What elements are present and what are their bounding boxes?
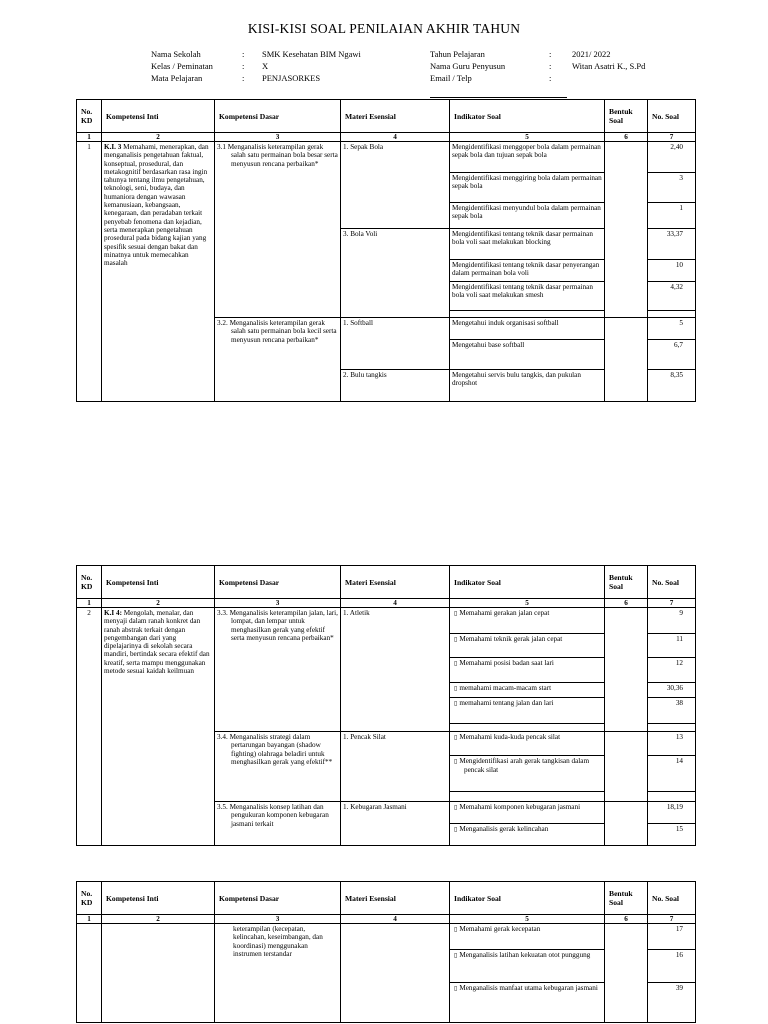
- col-number: 1: [77, 915, 102, 924]
- no-soal-cell: [648, 724, 696, 732]
- header-no-kd: No. KD: [77, 100, 102, 133]
- guru-value: Witan Asatri K., S.Pd: [572, 61, 646, 71]
- no-soal-cell: 9: [648, 608, 696, 634]
- bentuk-cell: [605, 732, 648, 802]
- meta-labels-left: [151, 48, 213, 84]
- meta-colons-right: [549, 48, 551, 84]
- indikator-cell: Mengetahui base softball: [450, 340, 605, 370]
- no-soal-cell: 15: [648, 824, 696, 846]
- no-soal-cell: 16: [648, 950, 696, 983]
- col-number: 1: [77, 133, 102, 142]
- indikator-cell: [450, 683, 605, 698]
- materi-cell: 1. Softball: [341, 318, 450, 370]
- col-number: 4: [341, 915, 450, 924]
- no-soal-cell: 17: [648, 924, 696, 950]
- no-soal-cell: 33,37: [648, 229, 696, 260]
- indikator-cell: [450, 658, 605, 683]
- no-soal-cell: 39: [648, 983, 696, 1023]
- col-number: 3: [215, 599, 341, 608]
- column-number-row: [77, 915, 696, 924]
- indikator-text: Memahami komponen kebugaran jasmani: [459, 803, 581, 811]
- indikator-cell: [450, 792, 605, 802]
- kd-cell: 3.5. Menganalisis konsep latihan dan pengukuran komponen kebugaran jasmani terkait: [215, 802, 341, 846]
- document-title: KISI-KISI SOAL PENILAIAN AKHIR TAHUN: [247, 21, 521, 36]
- materi-cell: [341, 924, 450, 1023]
- header-materi: Materi Esensial: [341, 882, 450, 915]
- bentuk-cell: [605, 924, 648, 1023]
- col-number: 5: [450, 599, 605, 608]
- col-number: 5: [450, 133, 605, 142]
- bentuk-cell: [605, 142, 648, 318]
- no-soal-cell: [648, 792, 696, 802]
- header-ki: Kompetensi Inti: [102, 566, 215, 599]
- indikator-text: Menganalisis latihan kekuatan otot punggung: [459, 951, 591, 959]
- header-kd: Kompetensi Dasar: [215, 100, 341, 133]
- materi-cell: 1. Atletik: [341, 608, 450, 732]
- kelas-value: X: [262, 61, 269, 71]
- indikator-cell: [450, 802, 605, 824]
- col-number: 2: [102, 133, 215, 142]
- materi-cell: 1. Kebugaran Jasmani: [341, 802, 450, 846]
- table-header-row: [77, 100, 696, 133]
- col-number: 3: [215, 915, 341, 924]
- indikator-text: Memahami gerakan jalan cepat: [459, 609, 550, 617]
- header-ki: Kompetensi Inti: [102, 100, 215, 133]
- no-soal-cell: 38: [648, 698, 696, 724]
- indikator-cell: [450, 824, 605, 846]
- bentuk-cell: [605, 608, 648, 732]
- header-indikator: Indikator Soal: [450, 882, 605, 915]
- header-bentuk: Bentuk Soal: [605, 566, 648, 599]
- indikator-cell: [450, 634, 605, 658]
- col-number: 7: [648, 599, 696, 608]
- no-soal-cell: 3: [648, 173, 696, 203]
- mapel-value: PENJASORKES: [262, 73, 321, 83]
- header-ki: Kompetensi Inti: [102, 882, 215, 915]
- col-number: 3: [215, 133, 341, 142]
- no-soal-cell: 18,19: [648, 802, 696, 824]
- kd-cell: 3.2. Menganalisis keterampilan gerak salah satu permainan bola kecil serta menyusun rencana perbaikan*: [215, 318, 341, 402]
- colon: :: [242, 73, 245, 83]
- no-soal-cell: 30,36: [648, 683, 696, 698]
- colon: :: [242, 61, 245, 71]
- indikator-cell: [450, 724, 605, 732]
- indikator-text: Memahami gerak kecepatan: [459, 925, 541, 933]
- tahun-value: 2021/ 2022: [572, 49, 611, 59]
- indikator-cell: Mengidentifikasi tentang teknik dasar permainan bola voli saat melakukan smesh: [450, 282, 605, 311]
- col-number: 1: [77, 599, 102, 608]
- col-number: 2: [102, 915, 215, 924]
- nama-sekolah-value: SMK Kesehatan BIM Ngawi: [262, 49, 361, 59]
- header-no-kd: No. KD: [77, 566, 102, 599]
- indikator-text: memahami macam-macam start: [459, 684, 552, 692]
- no-soal-cell: [648, 311, 696, 318]
- no-soal-cell: 13: [648, 732, 696, 756]
- col-number: 5: [450, 915, 605, 924]
- indikator-cell: [450, 608, 605, 634]
- materi-cell: 2. Bulu tangkis: [341, 370, 450, 402]
- no-soal-cell: 1: [648, 203, 696, 229]
- no-soal-cell: 12: [648, 658, 696, 683]
- indikator-text: Menganalisis manfaat utama kebugaran jasmani: [459, 984, 598, 992]
- header-materi: Materi Esensial: [341, 566, 450, 599]
- ki-cell: [102, 142, 215, 402]
- no-soal-cell: 11: [648, 634, 696, 658]
- table-header-row: [77, 882, 696, 915]
- materi-cell: 3. Bola Voli: [341, 229, 450, 318]
- header-no-soal: No. Soal: [648, 566, 696, 599]
- no-kd-cell: 2: [77, 608, 102, 846]
- indikator-text: memahami tentang jalan dan lari: [459, 699, 554, 707]
- meta-values-left: [262, 48, 361, 84]
- col-number: 6: [605, 915, 648, 924]
- no-soal-cell: 8,35: [648, 370, 696, 402]
- table-row: [77, 142, 696, 173]
- meta-values-right: [572, 48, 645, 72]
- col-number: 4: [341, 133, 450, 142]
- meta-colons-left: [242, 48, 244, 84]
- header-no-soal: No. Soal: [648, 100, 696, 133]
- email-underline: [430, 97, 567, 98]
- kisi-table-3: [76, 881, 696, 1023]
- indikator-cell: [450, 698, 605, 724]
- colon: :: [549, 49, 552, 59]
- indikator-text: Memahami teknik gerak jalan cepat: [459, 635, 563, 643]
- indikator-text: Mengidentifikasi arah gerak tangkisan dalam pencak silat: [459, 757, 590, 775]
- colon: :: [242, 49, 245, 59]
- header-no-kd: No. KD: [77, 882, 102, 915]
- indikator-cell: [450, 311, 605, 318]
- kisi-table-1: [76, 99, 696, 402]
- ki-text: Mengolah, menalar, dan menyaji dalam ranah konkret dan ranah abstrak terkait dengan pengembangan dari yang dipelajarinya di sekolah secara mandiri, bertindak secara efektif dan kreatif, serta mampu menggunakan metode sesuai kaidah keilmuan: [104, 609, 210, 676]
- kd-cell: 3.1 Menganalisis keterampilan gerak salah satu permainan bola besar serta menyusun rencana perbaikan*: [215, 142, 341, 318]
- materi-cell: 1. Pencak Silat: [341, 732, 450, 802]
- indikator-text: Memahami kuda-kuda pencak silat: [459, 733, 561, 741]
- kisi-table-2: [76, 565, 696, 846]
- indikator-cell: Mengetahui induk organisasi softball: [450, 318, 605, 340]
- meta-labels-right: [430, 48, 505, 84]
- tahun-label: Tahun Pelajaran: [430, 49, 485, 59]
- indikator-cell: Mengidentifikasi menyundul bola dalam permainan sepak bola: [450, 203, 605, 229]
- kd-cell: 3.3. Menganalisis keterampilan jalan, lari, lompat, dan lempar untuk menghasilkan gerak yang efektif serta menyusun rencana perbaikan*: [215, 608, 341, 732]
- materi-cell: 1. Sepak Bola: [341, 142, 450, 229]
- indikator-cell: Mengetahui servis bulu tangkis, dan pukulan dropshot: [450, 370, 605, 402]
- ki-cell: [102, 924, 215, 1023]
- col-number: 7: [648, 133, 696, 142]
- indikator-cell: Mengidentifikasi menggiring bola dalam permainan sepak bola: [450, 173, 605, 203]
- col-number: 6: [605, 599, 648, 608]
- col-number: 2: [102, 599, 215, 608]
- ki-label: K.I. 3: [104, 143, 122, 151]
- no-soal-cell: 6,7: [648, 340, 696, 370]
- indikator-cell: [450, 924, 605, 950]
- indikator-text: Menganalisis gerak kelincahan: [459, 825, 549, 833]
- kd-cell: 3.4. Menganalisis strategi dalam pertarungan bayangan (shadow fighting) olahraga beladiri untuk menghasilkan gerak yang efektif**: [215, 732, 341, 802]
- column-number-row: [77, 133, 696, 142]
- col-number: 4: [341, 599, 450, 608]
- email-label: Email / Telp: [430, 73, 472, 83]
- header-materi: Materi Esensial: [341, 100, 450, 133]
- mapel-label: Mata Pelajaran: [151, 73, 203, 83]
- indikator-cell: [450, 732, 605, 756]
- header-kd: Kompetensi Dasar: [215, 566, 341, 599]
- bentuk-cell: [605, 802, 648, 846]
- no-kd-cell: 1: [77, 142, 102, 402]
- no-kd-cell: [77, 924, 102, 1023]
- nama-sekolah-label: Nama Sekolah: [151, 49, 201, 59]
- indikator-cell: [450, 756, 605, 792]
- header-indikator: Indikator Soal: [450, 566, 605, 599]
- col-number: 7: [648, 915, 696, 924]
- header-no-soal: No. Soal: [648, 882, 696, 915]
- indikator-text: Memahami posisi badan saat lari: [459, 659, 554, 667]
- kd-cell: keterampilan (kecepatan, kelincahan, keseimbangan, dan koordinasi) menggunakan instrumen terstandar: [215, 924, 341, 1023]
- no-soal-cell: 4,32: [648, 282, 696, 311]
- indikator-cell: Mengidentifikasi tentang teknik dasar penyerangan dalam permainan bola voli: [450, 260, 605, 282]
- indikator-cell: [450, 950, 605, 983]
- ki-label: K.I 4:: [104, 609, 122, 617]
- header-bentuk: Bentuk Soal: [605, 882, 648, 915]
- colon: :: [549, 73, 552, 83]
- indikator-cell: Mengidentifikasi tentang teknik dasar permainan bola voli saat melakukan blocking: [450, 229, 605, 260]
- colon: :: [549, 61, 552, 71]
- ki-text: Memahami, menerapkan, dan menganalisis pengetahuan faktual, konseptual, prosedural, dan metakognitif berdasarkan rasa ingin tahunya tentang ilmu pengetahuan, teknologi, seni, budaya, dan humaniora dengan wawasan kemanusiaan, kebangsaan, kenegaraan, dan peradaban terkait penyebab fenomena dan kejadian, serta menerapkan pengetahuan prosedural pada bidang kajian yang spesifik sesuai dengan bakat dan minatnya untuk memecahkan masalah: [104, 143, 209, 268]
- no-soal-cell: 10: [648, 260, 696, 282]
- no-soal-cell: 2,40: [648, 142, 696, 173]
- indikator-cell: Mengidentifikasi menggoper bola dalam permainan sepak bola dan tujuan sepak bola: [450, 142, 605, 173]
- no-soal-cell: 14: [648, 756, 696, 792]
- table-header-row: [77, 566, 696, 599]
- header-bentuk: Bentuk Soal: [605, 100, 648, 133]
- col-number: 6: [605, 133, 648, 142]
- ki-cell: [102, 608, 215, 846]
- table-row: [77, 608, 696, 634]
- indikator-cell: [450, 983, 605, 1023]
- kelas-label: Kelas / Peminatan: [151, 61, 213, 71]
- header-kd: Kompetensi Dasar: [215, 882, 341, 915]
- table-row: [77, 924, 696, 950]
- header-indikator: Indikator Soal: [450, 100, 605, 133]
- guru-label: Nama Guru Penyusun: [430, 61, 506, 71]
- column-number-row: [77, 599, 696, 608]
- bentuk-cell: [605, 318, 648, 402]
- no-soal-cell: 5: [648, 318, 696, 340]
